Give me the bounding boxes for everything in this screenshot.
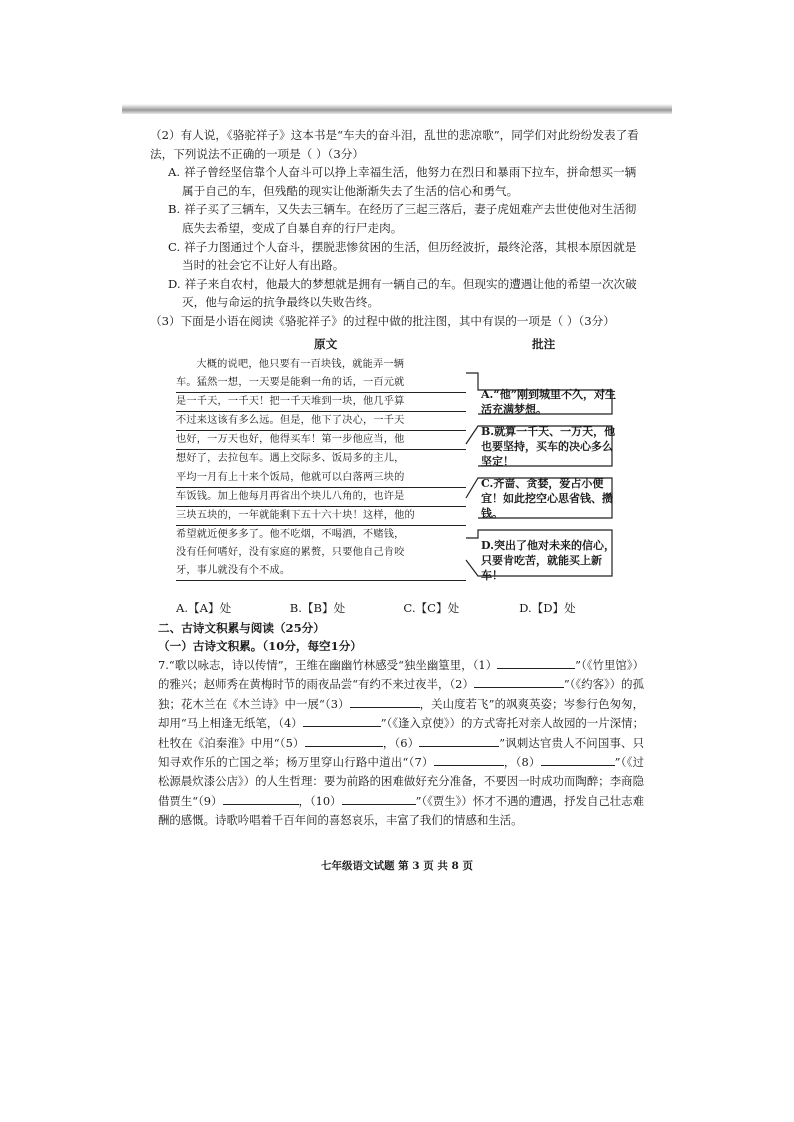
q3-choices [176, 600, 616, 616]
q3-choice-c[interactable]: C.【C】处 [403, 601, 460, 615]
q2-option-d[interactable]: D. 祥子来自农村，他最大的梦想就是拥有一辆自己的车。但现实的遭遇让他的希望一次次破灭，他与命运的抗争最终以失败告终。 [168, 276, 637, 310]
page-footer: 七年级语文试题 第 3 页 共 8 页 [320, 860, 474, 872]
q3-choice-a[interactable]: A.【A】处 [176, 601, 232, 615]
passage-line: 牙，事儿就没有个不成。 [176, 562, 466, 581]
passage-line: 车。猛然一想，一天要是能剩一角的话，一百元就 [176, 374, 466, 393]
blank-1[interactable] [497, 656, 575, 669]
passage-line: 平均一月有上十来个饭局，他就可以白落两三块的 [176, 469, 466, 488]
q2-option-b[interactable]: B. 祥子买了三辆车，又失去三辆车。在经历了三起三落后，妻子虎妞难产去世使他对生活彻底失去希望，变成了自暴自弃的行尸走肉。 [168, 202, 637, 235]
annotation-header: 批注 [532, 337, 556, 351]
question-3-stem: （3）下面是小语在阅读《骆驼祥子》的过程中做的批注图，其中有误的一项是（ ）（3分） [150, 313, 615, 328]
passage-line: 是一千天，一千天！把一千天堆到一块，他几乎算 [176, 393, 466, 412]
original-text-header: 原文 [314, 337, 338, 351]
blank-10[interactable] [342, 792, 416, 805]
section-title: 二、古诗文积累与阅读（25分） [158, 621, 325, 635]
blank-9[interactable] [223, 792, 299, 805]
annotation-d: D.突出了他对未来的信心，只要肯吃苦，就能买上新车！ [481, 539, 615, 582]
passage-line: 想好了，去拉包车。遇上交际多、饭局多的主儿， [176, 453, 405, 465]
blank-7[interactable] [434, 753, 504, 766]
question-7: 7.“歌以咏志，诗以传情”，王维在幽幽竹林感受“独坐幽篁里，（1） ”（《竹里馆》）的雅兴；赵师秀在黄梅时节的雨夜品尝“有约不来过夜半，（2） ”（《约客》）的孤独；花木兰在《木兰诗》中一展“（3） ，关山度若飞”的飒爽英姿；岑参行色匆匆，却用“马上相逢无纸笔，（4） ”（《逢入京使》）的方式寄托对亲人故园的一片深情；杜牧在《泊秦淮》中用“（5） ，（6） ”讽刺达官贵人不问国事、只知寻欢作乐的亡国之举；杨万里穿山行路中道出“（7） ，（8） ”（《过松源晨炊漆公店》）的人生哲理：要为前路的困难做好充分准备，不要因一时成功而陶醉；李商隐借贾生“（9） ，（10） ”（《贾生》）怀才不遇的遭遇，抒发自己壮志难酬的感慨。诗歌吟唱着千百年间的喜怒哀乐，丰富了我们的情感和生活。 [158, 658, 645, 828]
passage-line: 不过来这该有多么远。但是，他下了决心，一千天 [176, 412, 466, 431]
subsection-title: （一）古诗文积累。（10分，每空1分） [158, 639, 362, 653]
q2-option-c[interactable]: C. 祥子力图通过个人奋斗，摆脱悲惨贫困的生活，但历经波折，最终沦落，其根本原因就是当时的社会它不让好人有出路。 [168, 239, 637, 273]
annotation-a: A.“他”刚到城里不久，对生活充满梦想。 [481, 388, 617, 416]
blank-5[interactable] [305, 734, 383, 747]
annotation-c: C.齐啬、贪婪，爱占小便宜！如此挖空心思省钱、攒钱。 [481, 477, 613, 520]
annotation-b: B.就算一千天、一万天，他也要坚持，买车的决心多么坚定！ [481, 425, 616, 468]
q3-choice-b[interactable]: B.【B】处 [289, 601, 346, 615]
blank-4[interactable] [303, 714, 381, 727]
passage-line: 三块五块的，一年就能剩下五十六十块！这样，他的 [176, 507, 466, 526]
blank-8[interactable] [541, 753, 615, 766]
blank-2[interactable] [474, 675, 564, 688]
blank-3[interactable] [350, 695, 420, 708]
passage-line: 车饭钱。加上他每月再省出个块儿八角的，也许是 [176, 488, 466, 507]
question-2-stem: （2）有人说，《骆驼祥子》这本书是“车夫的奋斗泪，乱世的悲凉歌”，同学们对此纷纷发表了看法，下列说法不正确的一项是（ ）（3分） [150, 128, 639, 161]
passage-line: 大概的说吧，他只要有一百块钱，就能弄一辆 [196, 359, 405, 370]
q3-choice-d[interactable]: D.【D】处 [519, 601, 576, 615]
passage-line: 希望就近便多多了。他不吃烟，不喝酒，不赌钱， [176, 528, 405, 540]
blank-6[interactable] [419, 734, 499, 747]
passage-line: 没有任何嗜好，没有家庭的累赘，只要他自己肯咬 [176, 546, 405, 558]
passage-line: 也好，一万天也好，他得买车！第一步他应当，他 [176, 431, 466, 450]
q2-option-a[interactable]: A. 祥子曾经坚信靠个人奋斗可以挣上幸福生活，他努力在烈日和暴雨下拉车，拼命想买一辆属于自己的车，但残酷的现实让他渐渐失去了生活的信心和勇气。 [168, 165, 637, 198]
